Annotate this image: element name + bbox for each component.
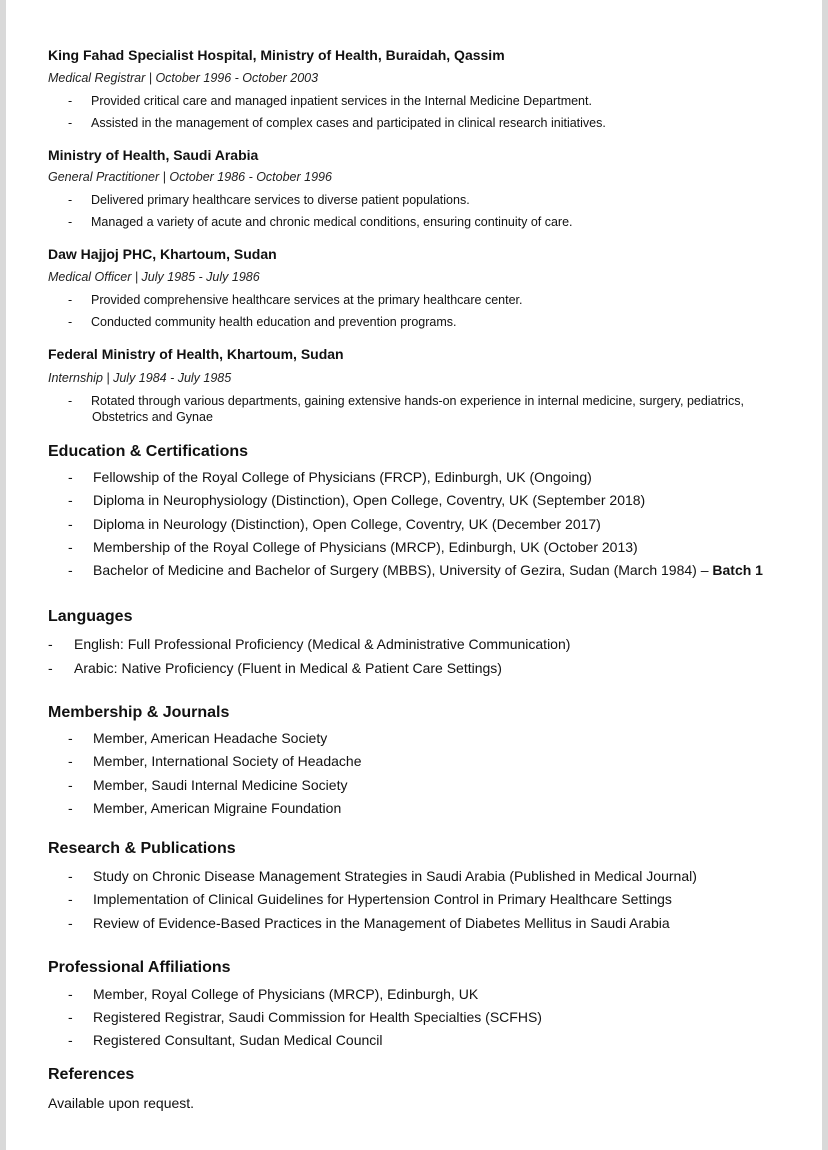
bullet-dash: - xyxy=(68,539,73,555)
bullet-dash: - xyxy=(68,293,73,307)
bullet-dash: - xyxy=(68,800,73,816)
list-item-text: Member, Royal College of Physicians (MRCP), Edinburgh, UK xyxy=(93,986,479,1002)
list-item xyxy=(93,728,327,748)
bullet-dash: - xyxy=(68,1009,73,1025)
list-item xyxy=(93,514,601,534)
section-heading: Professional Affiliations xyxy=(48,959,231,976)
list-item xyxy=(93,984,478,1004)
bullet-dash: - xyxy=(68,215,73,229)
job-bullet: Conducted community health education and prevention programs. xyxy=(91,315,457,329)
job-bullet: Provided comprehensive healthcare services at the primary healthcare center. xyxy=(91,293,523,307)
list-item-text: Member, American Migraine Foundation xyxy=(93,800,342,816)
section-heading: Education & Certifications xyxy=(48,443,249,460)
list-item-text: Member, International Society of Headache xyxy=(93,753,362,769)
job-title-dates: Medical Officer | July 1985 - July 1986 xyxy=(48,270,260,284)
references-text: Available upon request. xyxy=(48,1095,195,1111)
bullet-dash: - xyxy=(68,193,73,207)
list-item xyxy=(93,1030,383,1050)
job-employer: Ministry of Health, Saudi Arabia xyxy=(48,147,259,163)
bullet-dash: - xyxy=(68,315,73,329)
job-employer: Federal Ministry of Health, Khartoum, Sudan xyxy=(48,346,344,362)
bullet-dash: - xyxy=(68,492,73,508)
bullet-dash: - xyxy=(48,636,53,652)
list-item-text: Member, Saudi Internal Medicine Society xyxy=(93,777,348,793)
list-item-text: Implementation of Clinical Guidelines for Hypertension Control in Primary Healthcare Settings xyxy=(93,891,672,907)
bullet-dash: - xyxy=(68,562,73,578)
job-title-dates: Medical Registrar | October 1996 - October 2003 xyxy=(48,71,319,85)
job-bullet: Obstetrics and Gynae xyxy=(92,410,213,424)
list-item-text: Study on Chronic Disease Management Strategies in Saudi Arabia (Published in Medical Journal) xyxy=(93,868,697,884)
list-item-text: Diploma in Neurology (Distinction), Open College, Coventry, UK (December 2017) xyxy=(93,516,601,532)
job-employer: Daw Hajjoj PHC, Khartoum, Sudan xyxy=(48,246,277,262)
section-heading: Languages xyxy=(48,608,133,625)
bullet-dash: - xyxy=(68,868,73,884)
list-item-text: English: Full Professional Proficiency (Medical & Administrative Communication) xyxy=(74,636,571,652)
bullet-dash: - xyxy=(68,516,73,532)
bullet-dash: - xyxy=(68,116,73,130)
list-item xyxy=(93,751,362,771)
list-item-text: Membership of the Royal College of Physicians (MRCP), Edinburgh, UK (October 2013) xyxy=(93,539,638,555)
section-heading: References xyxy=(48,1066,135,1083)
list-item-text: Diploma in Neurophysiology (Distinction), Open College, Coventry, UK (September 2018) xyxy=(93,492,646,508)
job-bullet: Assisted in the management of complex cases and participated in clinical research initiatives. xyxy=(91,116,606,130)
list-item-text: Member, American Headache Society xyxy=(93,730,328,746)
bullet-dash: - xyxy=(68,891,73,907)
job-title-dates: Internship | July 1984 - July 1985 xyxy=(48,371,232,385)
job-bullet: Provided critical care and managed inpatient services in the Internal Medicine Department. xyxy=(91,94,592,108)
bullet-dash: - xyxy=(68,753,73,769)
job-employer: King Fahad Specialist Hospital, Ministry of Health, Buraidah, Qassim xyxy=(48,47,505,63)
bullet-dash: - xyxy=(48,660,53,676)
list-item-text: Registered Consultant, Sudan Medical Council xyxy=(93,1032,383,1048)
list-item xyxy=(93,1007,542,1027)
resume-page xyxy=(6,0,822,1150)
list-item xyxy=(93,490,645,510)
bullet-dash: - xyxy=(68,915,73,931)
list-item xyxy=(93,560,763,580)
bullet-dash: - xyxy=(68,94,73,108)
job-title-dates: General Practitioner | October 1986 - October 1996 xyxy=(48,170,332,184)
list-item xyxy=(93,467,592,487)
list-item xyxy=(74,634,570,654)
list-item xyxy=(74,658,502,678)
list-item-text: Bachelor of Medicine and Bachelor of Surgery (MBBS), University of Gezira, Sudan (March 1984) – xyxy=(93,562,713,578)
bullet-dash: - xyxy=(68,730,73,746)
list-item xyxy=(93,798,341,818)
section-heading: Membership & Journals xyxy=(48,704,230,721)
batch-label: Batch 1 xyxy=(712,562,763,578)
job-bullet: Delivered primary healthcare services to diverse patient populations. xyxy=(91,193,470,207)
bullet-dash: - xyxy=(68,394,73,408)
bullet-dash: - xyxy=(68,777,73,793)
list-item xyxy=(93,537,638,557)
section-heading: Research & Publications xyxy=(48,840,236,857)
list-item-text: Review of Evidence-Based Practices in the Management of Diabetes Mellitus in Saudi Arabia xyxy=(93,915,670,931)
list-item-text: Fellowship of the Royal College of Physicians (FRCP), Edinburgh, UK (Ongoing) xyxy=(93,469,592,485)
bullet-dash: - xyxy=(68,469,73,485)
bullet-dash: - xyxy=(68,1032,73,1048)
job-bullet: Managed a variety of acute and chronic medical conditions, ensuring continuity of care. xyxy=(91,215,573,229)
list-item-text: Registered Registrar, Saudi Commission for Health Specialties (SCFHS) xyxy=(93,1009,542,1025)
list-item xyxy=(93,889,672,909)
list-item-text: Arabic: Native Proficiency (Fluent in Medical & Patient Care Settings) xyxy=(74,660,502,676)
list-item xyxy=(93,913,670,933)
list-item xyxy=(93,866,697,886)
bullet-dash: - xyxy=(68,986,73,1002)
list-item xyxy=(93,775,347,795)
job-bullet: Rotated through various departments, gaining extensive hands-on experience in internal medicine, surgery, pediatrics, xyxy=(91,394,744,408)
